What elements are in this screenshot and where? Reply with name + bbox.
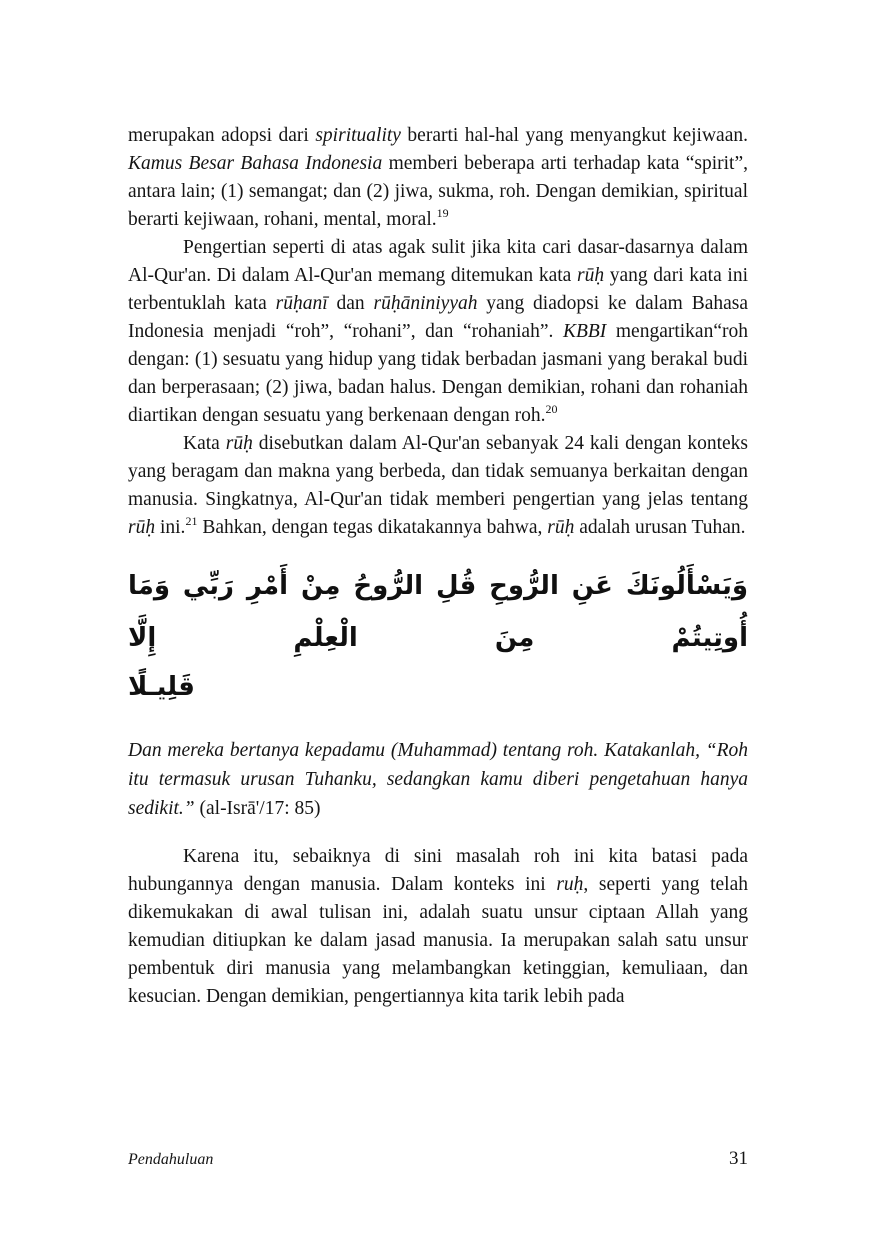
body-paragraph-2: Pengertian seperti di atas agak sulit jika kita cari dasar-dasarnya dalam Al-Qur'an. Di dalam Al-Qur'an memang ditemukan kata rūḥ yang dari kata ini terbentuklah kata rūḥanī dan rūḥāniniyyah yang diadopsi ke dalam Bahasa Indonesia menjadi “roh”, “rohani”, dan “rohaniah”. KBBI mengartikan“roh dengan: (1) sesuatu yang hidup yang tidak berbadan jasmani yang berakal budi dan berperasaan; (2) jiwa, badan halus. Dengan demikian, rohani dan rohaniah diartikan dengan sesuatu yang berkenaan dengan roh.$^{20}$	[128, 237, 748, 426]
quran-verse-line-1: وَيَسْأَلُونَكَ عَنِ الرُّوحِ قُلِ الرُّوحُ مِنْ أَمْرِ رَبِّي وَمَا أُوتِيتُمْ مِنَ الْعِلْمِ إِلَّا	[128, 571, 748, 653]
footer-section-label: Pendahuluan	[128, 1151, 214, 1168]
quran-verse	[128, 560, 748, 710]
page-footer	[128, 1148, 748, 1170]
body-paragraph-1: merupakan adopsi dari spirituality berarti hal-hal yang menyangkut kejiwaan. Kamus Besar Bahasa Indonesia memberi beberapa arti terhadap kata “spirit”, antara lain; (1) semangat; dan (2) jiwa, sukma, roh. Dengan demikian, spiritual berarti kejiwaan, rohani, mental, moral.$^{19}$	[128, 125, 749, 230]
text-block	[128, 122, 748, 1011]
quran-verse-line-2: قَلِيـلًا	[128, 672, 195, 702]
verse-translation: Dan mereka bertanya kepadamu (Muhammad) tentang roh. Katakanlah, “Roh itu termasuk urusan Tuhanku, sedangkan kamu diberi pengetahuan hanya sedikit.” (al-Isrā'/17: 85)	[128, 740, 748, 819]
body-paragraph-4: Karena itu, sebaiknya di sini masalah roh ini kita batasi pada hubungannya dengan manusia. Dalam konteks ini ruḥ, seperti yang telah dikemukakan di awal tulisan ini, adalah suatu unsur ciptaan Allah yang kemudian ditiupkan ke dalam jasad manusia. Ia merupakan salah satu unsur pembentuk diri manusia yang melambangkan ketinggian, kemuliaan, dan kesucian. Dengan demikian, pengertiannya kita tarik lebih pada	[128, 846, 748, 1007]
footer-page-number: 31	[729, 1148, 748, 1169]
body-paragraph-3: Kata rūḥ disebutkan dalam Al-Qur'an sebanyak 24 kali dengan konteks yang beragam dan makna yang berbeda, dan tidak semuanya berkaitan dengan manusia. Singkatnya, Al-Qur'an tidak memberi pengertian yang jelas tentang rūḥ ini.$^{21}$ Bahkan, dengan tegas dikatakannya bahwa, rūḥ adalah urusan Tuhan.	[128, 433, 749, 538]
